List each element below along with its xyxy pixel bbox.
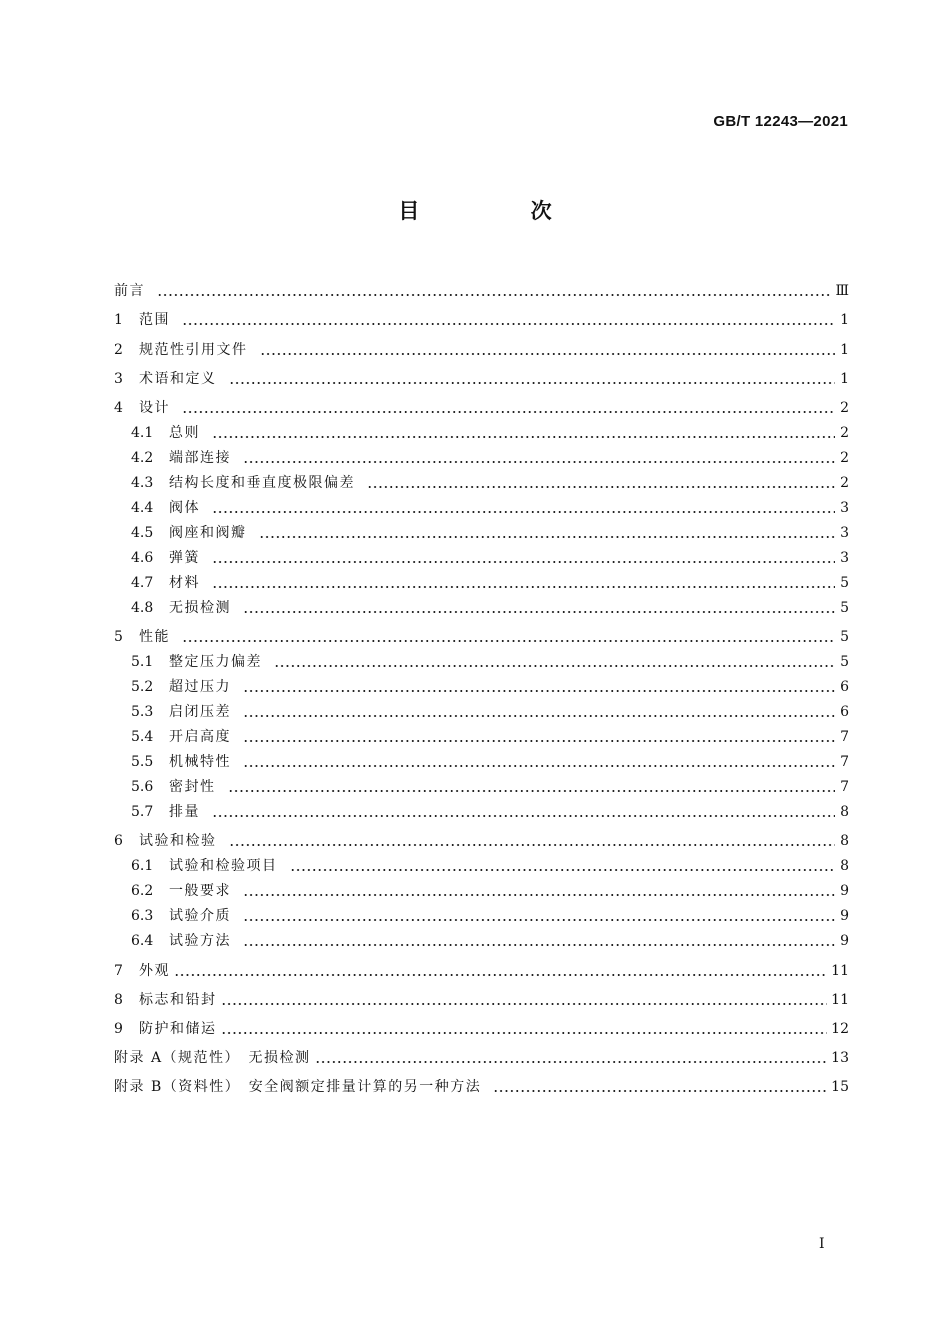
dot-leader	[221, 1032, 828, 1034]
toc-entry-page: 5	[840, 654, 849, 671]
toc-entry-number: 6.1	[131, 858, 154, 875]
toc-entry[interactable]	[114, 617, 849, 646]
toc-subentry[interactable]	[114, 542, 849, 567]
toc-entry-number: 8	[114, 991, 123, 1008]
dot-leader	[274, 665, 835, 667]
toc-entry-label: 端部连接	[169, 449, 231, 466]
dot-leader	[229, 382, 836, 384]
toc-entry-number: 6.4	[131, 933, 154, 950]
toc-entry[interactable]	[114, 359, 849, 388]
toc-entry[interactable]	[114, 300, 849, 329]
toc-entry-number: 4.2	[131, 449, 154, 466]
dot-leader	[228, 790, 836, 792]
toc-subentry[interactable]	[114, 567, 849, 592]
toc-entry-page: 6	[840, 704, 849, 721]
toc-entry-label: 试验和检验	[139, 833, 217, 850]
toc-entry-number: 6.3	[131, 908, 154, 925]
toc-subentry[interactable]	[114, 925, 849, 950]
toc-entry-label: 试验方法	[169, 933, 231, 950]
toc-entry-label: 试验和检验项目	[169, 858, 278, 875]
toc-entry-page: 11	[831, 962, 849, 979]
toc-entry-label: 附录 B（资料性） 安全阀额定排量计算的另一种方法	[114, 1079, 482, 1096]
toc-entry-page: 2	[840, 449, 849, 466]
toc-entry[interactable]	[114, 950, 849, 979]
toc-entry-label: 术语和定义	[139, 370, 217, 387]
dot-leader	[243, 944, 835, 946]
toc-entry-label: 无损检测	[169, 599, 231, 616]
toc-subentry[interactable]	[114, 467, 849, 492]
toc-entry-number: 4.4	[131, 499, 154, 516]
toc-subentry[interactable]	[114, 850, 849, 875]
toc-subentry[interactable]	[114, 771, 849, 796]
toc-entry-label: 密封性	[169, 779, 216, 796]
dot-leader	[243, 461, 835, 463]
dot-leader	[243, 919, 835, 921]
dot-leader	[212, 561, 835, 563]
toc-entry-label: 总则	[169, 424, 200, 441]
dot-leader	[174, 974, 827, 976]
toc-entry-label: 整定压力偏差	[169, 654, 262, 671]
toc-entry-label: 外观	[139, 962, 170, 979]
toc-entry-number: 6.2	[131, 883, 154, 900]
dot-leader	[221, 1003, 828, 1005]
dot-leader	[243, 611, 835, 613]
dot-leader	[243, 715, 835, 717]
toc-entry-number: 5.2	[131, 679, 154, 696]
dot-leader	[157, 294, 831, 296]
toc-entry-page: 9	[840, 933, 849, 950]
toc-subentry[interactable]	[114, 900, 849, 925]
table-of-contents	[114, 271, 849, 1096]
toc-entry-page: 3	[840, 524, 849, 541]
toc-entry-page: 5	[840, 629, 849, 646]
toc-entry-number: 5.7	[131, 804, 154, 821]
dot-leader	[260, 353, 836, 355]
toc-entry-label: 结构长度和垂直度极限偏差	[169, 474, 355, 491]
toc-entry-label: 范围	[139, 312, 170, 329]
dot-leader	[290, 869, 836, 871]
toc-entry-label: 材料	[169, 574, 200, 591]
toc-entry-number: 3	[114, 370, 123, 387]
toc-subentry[interactable]	[114, 721, 849, 746]
toc-entry-page: 8	[840, 833, 849, 850]
toc-entry-label: 启闭压差	[169, 704, 231, 721]
toc-entry[interactable]	[114, 271, 849, 300]
toc-entry-label: 试验介质	[169, 908, 231, 925]
standard-code: GB/T 12243—2021	[713, 113, 848, 130]
toc-entry[interactable]	[114, 980, 849, 1009]
toc-entry-label: 排量	[169, 804, 200, 821]
dot-leader	[243, 740, 835, 742]
dot-leader	[182, 323, 835, 325]
toc-entry-label: 前言	[114, 283, 145, 300]
toc-entry-label: 超过压力	[169, 679, 231, 696]
toc-subentry[interactable]	[114, 646, 849, 671]
dot-leader	[243, 894, 835, 896]
dot-leader	[182, 640, 835, 642]
toc-entry-label: 开启高度	[169, 729, 231, 746]
toc-entry[interactable]	[114, 329, 849, 358]
toc-entry-page: 1	[840, 312, 849, 329]
dot-leader	[212, 511, 835, 513]
toc-entry-page: 7	[840, 754, 849, 771]
toc-subentry[interactable]	[114, 671, 849, 696]
toc-entry-label: 性能	[139, 629, 170, 646]
toc-entry-page: 1	[840, 341, 849, 358]
toc-entry-number: 4.3	[131, 474, 154, 491]
toc-entry-page: 1	[840, 370, 849, 387]
toc-entry-label: 弹簧	[169, 549, 200, 566]
toc-entry-page: 2	[840, 474, 849, 491]
toc-subentry[interactable]	[114, 696, 849, 721]
dot-leader	[315, 1061, 828, 1063]
toc-entry-number: 5.6	[131, 779, 154, 796]
page-number: I	[819, 1236, 825, 1252]
toc-entry-number: 4.8	[131, 599, 154, 616]
toc-entry-number: 9	[114, 1020, 123, 1037]
toc-entry-page: 15	[831, 1079, 849, 1096]
toc-entry-label: 设计	[139, 399, 170, 416]
toc-entry-number: 6	[114, 833, 123, 850]
toc-entry-number: 5.4	[131, 729, 154, 746]
toc-entry-page: 11	[831, 991, 849, 1008]
toc-subentry[interactable]	[114, 875, 849, 900]
toc-entry-page: 2	[840, 424, 849, 441]
toc-entry-page: 7	[840, 729, 849, 746]
dot-leader	[212, 586, 835, 588]
toc-entry-page: 9	[840, 908, 849, 925]
page-title: 目 次	[398, 199, 604, 223]
toc-entry-page: 3	[840, 549, 849, 566]
toc-entry-page: 13	[831, 1050, 849, 1067]
toc-entry-page: 8	[840, 804, 849, 821]
toc-entry-label: 机械特性	[169, 754, 231, 771]
toc-entry-page: Ⅲ	[835, 283, 849, 300]
toc-entry-page: 5	[840, 599, 849, 616]
toc-subentry[interactable]	[114, 517, 849, 542]
dot-leader	[212, 436, 835, 438]
toc-entry-label: 防护和储运	[139, 1020, 217, 1037]
toc-entry-label: 标志和铅封	[139, 991, 217, 1008]
dot-leader	[182, 411, 835, 413]
dot-leader	[243, 690, 835, 692]
dot-leader	[243, 765, 835, 767]
toc-entry-number: 4.6	[131, 549, 154, 566]
toc-subentry[interactable]	[114, 442, 849, 467]
toc-subentry[interactable]	[114, 592, 849, 617]
toc-entry[interactable]	[114, 821, 849, 850]
toc-entry-page: 8	[840, 858, 849, 875]
toc-entry[interactable]	[114, 1038, 849, 1067]
toc-entry[interactable]	[114, 1067, 849, 1096]
toc-entry-label: 附录 A（规范性） 无损检测	[114, 1050, 311, 1067]
dot-leader	[259, 536, 836, 538]
toc-entry-number: 4.7	[131, 574, 154, 591]
toc-entry-label: 一般要求	[169, 883, 231, 900]
toc-entry-page: 12	[831, 1020, 849, 1037]
toc-entry-label: 阀座和阀瓣	[169, 524, 247, 541]
toc-entry-number: 2	[114, 341, 123, 358]
toc-entry-number: 4	[114, 399, 123, 416]
toc-entry-page: 5	[840, 574, 849, 591]
toc-subentry[interactable]	[114, 492, 849, 517]
dot-leader	[367, 486, 835, 488]
toc-subentry[interactable]	[114, 746, 849, 771]
toc-entry-number: 5.3	[131, 704, 154, 721]
toc-entry-page: 2	[840, 399, 849, 416]
toc-entry-page: 6	[840, 679, 849, 696]
toc-entry-label: 规范性引用文件	[139, 341, 248, 358]
toc-subentry[interactable]	[114, 796, 849, 821]
toc-entry-page: 7	[840, 779, 849, 796]
toc-subentry[interactable]	[114, 417, 849, 442]
dot-leader	[229, 844, 836, 846]
toc-entry-number: 7	[114, 962, 123, 979]
toc-entry-label: 阀体	[169, 499, 200, 516]
toc-entry-number: 5.1	[131, 654, 154, 671]
toc-entry[interactable]	[114, 388, 849, 417]
toc-entry-number: 5	[114, 629, 123, 646]
toc-entry-number: 1	[114, 312, 123, 329]
dot-leader	[212, 815, 835, 817]
toc-entry-number: 5.5	[131, 754, 154, 771]
dot-leader	[493, 1090, 827, 1092]
toc-entry-number: 4.5	[131, 524, 154, 541]
toc-entry-number: 4.1	[131, 424, 154, 441]
toc-entry-page: 9	[840, 883, 849, 900]
toc-entry[interactable]	[114, 1009, 849, 1038]
toc-entry-page: 3	[840, 499, 849, 516]
